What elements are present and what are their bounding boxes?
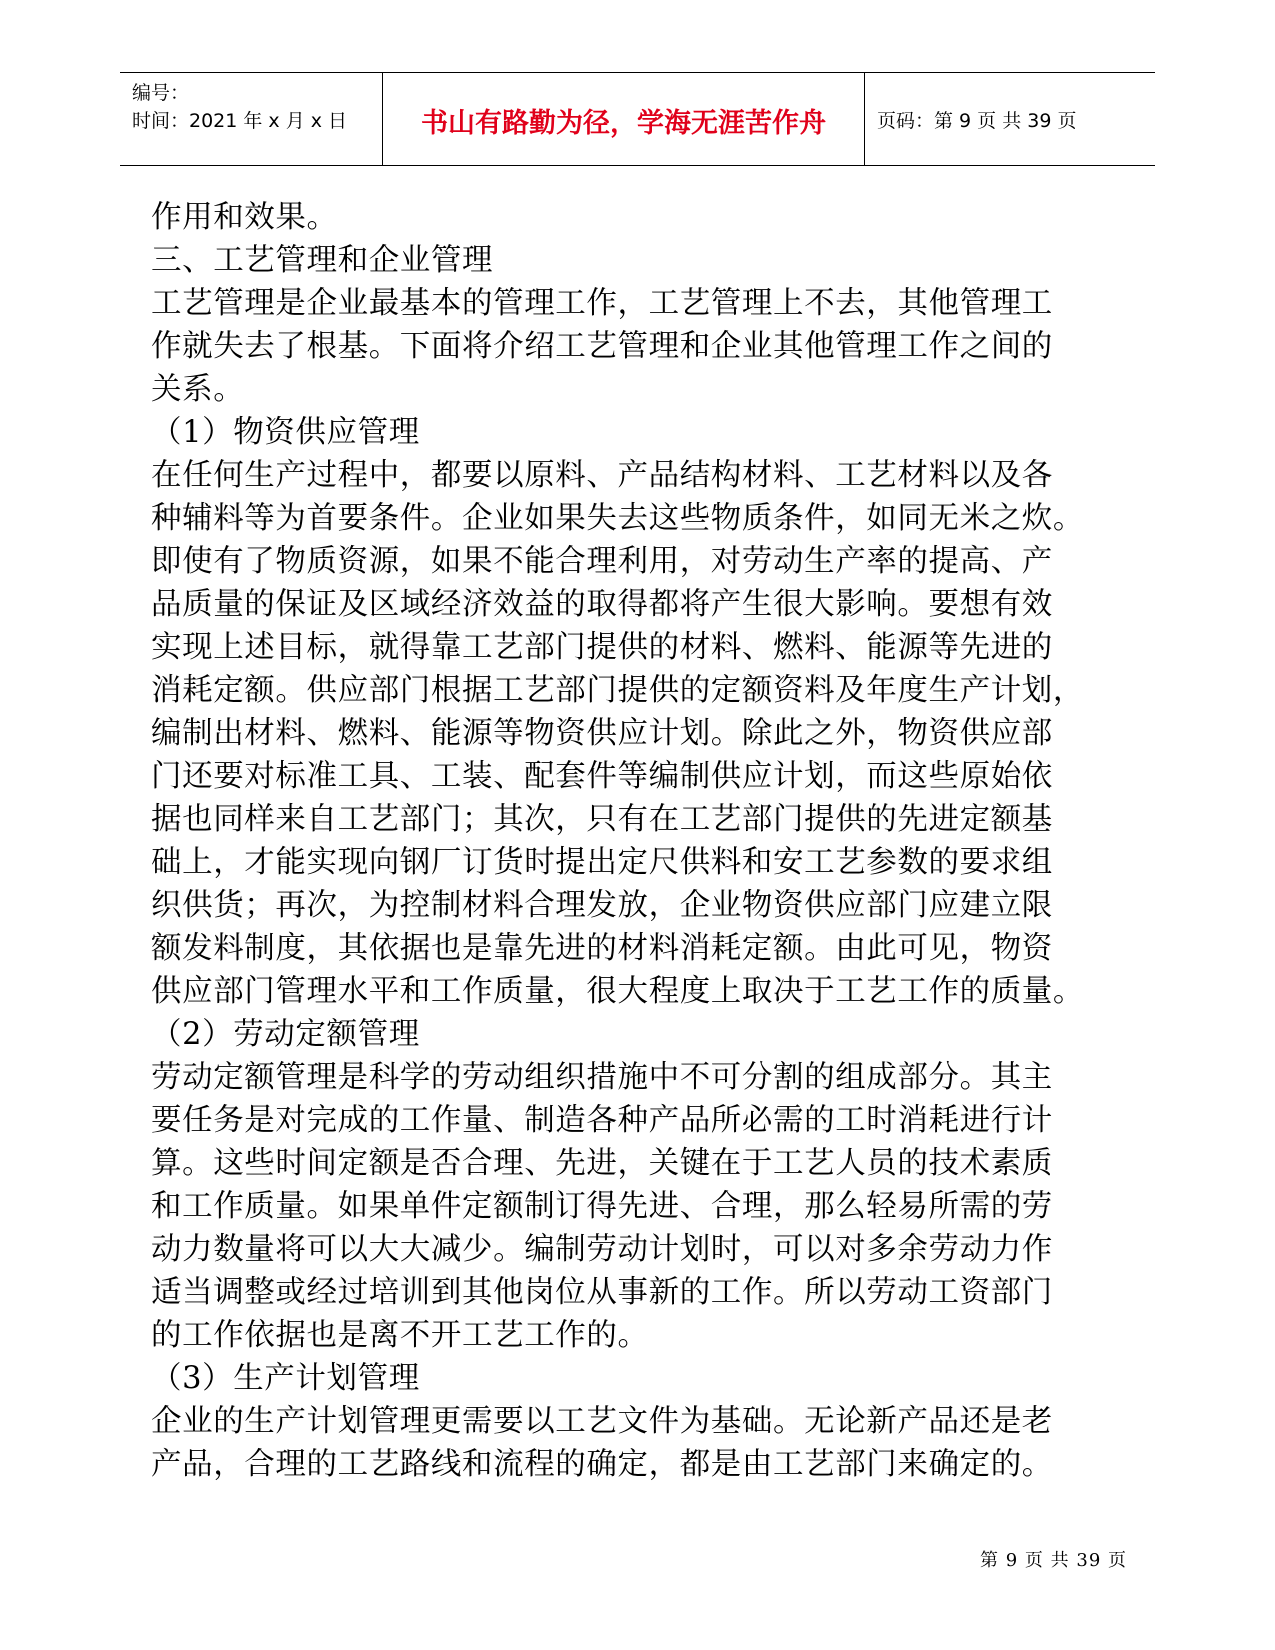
page-header <box>120 72 1155 166</box>
text-line: 算。这些时间定额是否合理、先进，关键在于工艺人员的技术素质 <box>151 1146 1053 1181</box>
page-footer: 第 9 页 共 39 页 <box>980 1550 1127 1571</box>
text-line: 工艺管理是企业最基本的管理工作，工艺管理上不去，其他管理工 <box>151 286 1053 321</box>
text-line: 作用和效果。 <box>151 200 338 235</box>
text-line: 要任务是对完成的工作量、制造各种产品所必需的工时消耗进行计 <box>151 1103 1053 1138</box>
text-line: 和工作质量。如果单件定额制订得先进、合理，那么轻易所需的劳 <box>151 1189 1053 1224</box>
subsection-heading: （3）生产计划管理 <box>151 1361 420 1396</box>
text-line: 劳动定额管理是科学的劳动组织措施中不可分割的组成部分。其主 <box>151 1060 1053 1095</box>
text-line: 关系。 <box>151 372 245 407</box>
text-line: 础上，才能实现向钢厂订货时提出定尺供料和安工艺参数的要求组 <box>151 845 1053 880</box>
text-line: 种辅料等为首要条件。企业如果失去这些物质条件，如同无米之炊。 <box>151 501 1084 536</box>
subsection-heading: （2）劳动定额管理 <box>151 1017 420 1052</box>
text-line: 产品，合理的工艺路线和流程的确定，都是由工艺部门来确定的。 <box>151 1447 1053 1482</box>
text-line: 作就失去了根基。下面将介绍工艺管理和企业其他管理工作之间的 <box>151 329 1053 364</box>
document-body <box>151 196 1136 1486</box>
header-page-info: 页码：第 9 页 共 39 页 <box>877 109 1077 132</box>
text-line: 即使有了物质资源，如果不能合理利用，对劳动生产率的提高、产 <box>151 544 1053 579</box>
serial-label: 编号： <box>132 82 190 104</box>
time-label: 时间：2021 年 x 月 x 日 <box>132 110 348 132</box>
text-line: 实现上述目标，就得靠工艺部门提供的材料、燃料、能源等先进的 <box>151 630 1053 665</box>
text-line: 额发料制度，其依据也是靠先进的材料消耗定额。由此可见，物资 <box>151 931 1053 966</box>
text-line: 动力数量将可以大大减少。编制劳动计划时，可以对多余劳动力作 <box>151 1232 1053 1267</box>
text-line: 企业的生产计划管理更需要以工艺文件为基础。无论新产品还是老 <box>151 1404 1053 1439</box>
text-line: 消耗定额。供应部门根据工艺部门提供的定额资料及年度生产计划， <box>151 673 1084 708</box>
text-line: 门还要对标准工具、工装、配套件等编制供应计划，而这些原始依 <box>151 759 1053 794</box>
text-line: 供应部门管理水平和工作质量，很大程度上取决于工艺工作的质量。 <box>151 974 1084 1009</box>
header-meta <box>120 73 383 165</box>
text-line: 的工作依据也是离不开工艺工作的。 <box>151 1318 649 1353</box>
text-line: 品质量的保证及区域经济效益的取得都将产生很大影响。要想有效 <box>151 587 1053 622</box>
text-line: 编制出材料、燃料、能源等物资供应计划。除此之外，物资供应部 <box>151 716 1053 751</box>
text-line: 适当调整或经过培训到其他岗位从事新的工作。所以劳动工资部门 <box>151 1275 1053 1310</box>
subsection-heading: （1）物资供应管理 <box>151 415 420 450</box>
text-line: 据也同样来自工艺部门；其次，只有在工艺部门提供的先进定额基 <box>151 802 1053 837</box>
text-line: 在任何生产过程中，都要以原料、产品结构材料、工艺材料以及各 <box>151 458 1053 493</box>
text-line: 织供货；再次，为控制材料合理发放，企业物资供应部门应建立限 <box>151 888 1053 923</box>
header-motto: 书山有路勤为径，学海无涯苦作舟 <box>383 73 865 165</box>
section-heading: 三、工艺管理和企业管理 <box>151 243 494 278</box>
